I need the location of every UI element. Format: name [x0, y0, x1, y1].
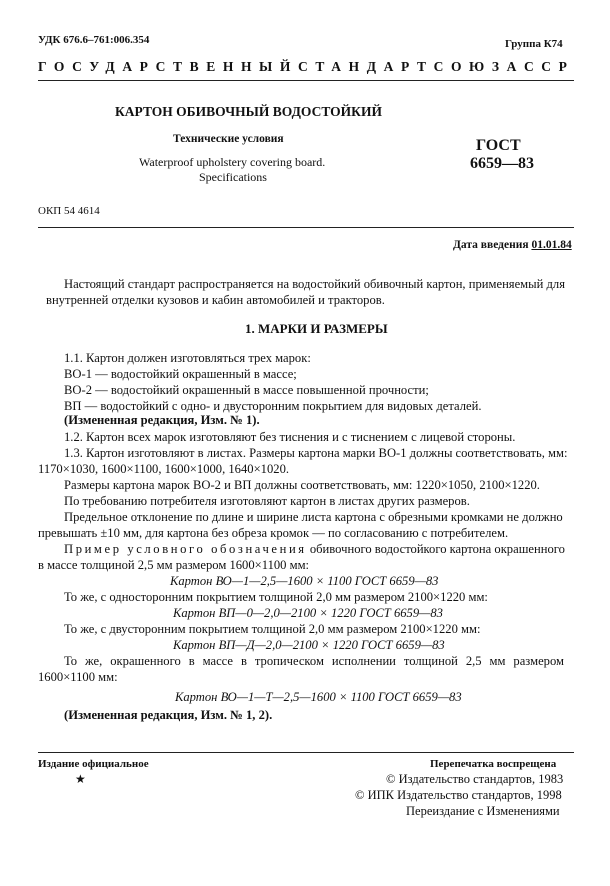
word: толщиной [403, 654, 458, 668]
introduction-date-value: 01.01.84 [531, 239, 572, 251]
word: в [188, 654, 195, 668]
preamble-line: внутренней отделки кузовов и кабин автомобилей и тракторов. [46, 293, 385, 307]
paragraph-line: 1170×1030, 1600×1100, 1600×1000, 1640×1020. [38, 462, 290, 476]
copyright-1983: © Издательство стандартов, 1983 [386, 772, 564, 786]
word: То [64, 654, 78, 668]
reprint-notice: Перепечатка воспрещена [430, 758, 557, 770]
paragraph-line: То же, с двусторонним покрытием толщиной 2,0 мм размером 2100×1220 мм: [64, 622, 481, 636]
justified-line [64, 653, 564, 669]
word: мм [489, 654, 506, 668]
english-title: Waterproof upholstery covering board. [139, 155, 326, 169]
state-standard-banner [38, 59, 574, 75]
word: тропическом [254, 654, 324, 668]
word: окрашенного [110, 654, 181, 668]
star-icon: ★ [75, 772, 86, 786]
banner-word: СОЮЗА [433, 59, 524, 74]
official-edition: Издание официальное [38, 758, 149, 770]
designation-example: Картон ВО—1—2,5—1600 × 1100 ГОСТ 6659—83 [170, 574, 439, 588]
gost-number: 6659—83 [470, 155, 534, 172]
banner-word: СТАНДАРТ [298, 59, 434, 74]
copyright-1998: © ИПК Издательство стандартов, 1998 [355, 788, 562, 802]
paragraph-line: По требованию потребителя изготовляют картон в листах других размеров. [64, 494, 470, 508]
designation-example: Картон ВП—0—2,0—2100 × 1220 ГОСТ 6659—83 [173, 606, 443, 620]
amendment-note: (Измененная редакция, Изм. № 1, 2). [64, 708, 273, 722]
designation-example: Картон ВП—Д—2,0—2100 × 1220 ГОСТ 6659—83 [173, 638, 445, 652]
title-rule [38, 227, 574, 228]
paragraph-line: ВО-2 — водостойкий окрашенный в массе повышенной прочности; [64, 383, 429, 397]
amendment-note: (Измененная редакция, Изм. № 1). [64, 413, 260, 427]
introduction-date [453, 239, 572, 251]
udc-code: УДК 676.6–761:006.354 [38, 34, 150, 46]
paragraph-line: 1.1. Картон должен изготовляться трех марок: [64, 351, 311, 365]
paragraph-line: 1600×1100 мм: [38, 670, 118, 684]
example-spaced-label: Пример условного обозначения [64, 542, 307, 556]
paragraph-line: ВО-1 — водостойкий окрашенный в массе; [64, 367, 297, 381]
paragraph-line: ВП — водостойкий с одно- и двусторонним покрытием для видовых деталей. [64, 399, 482, 413]
document-title: КАРТОН ОБИВОЧНЫЙ ВОДОСТОЙКИЙ [115, 104, 382, 119]
introduction-date-label: Дата введения [453, 239, 529, 251]
okp-code: ОКП 54 4614 [38, 205, 100, 217]
gost-label: ГОСТ [476, 137, 521, 154]
paragraph-line: Предельное отклонение по длине и ширине листа картона с обрезными кромками не должно [64, 510, 563, 524]
header-rule [38, 80, 574, 81]
footer-rule [38, 752, 574, 753]
designation-example: Картон ВО—1—Т—2,5—1600 × 1100 ГОСТ 6659—83 [175, 690, 462, 704]
preamble-line: Настоящий стандарт распространяется на водостойкий обивочный картон, применяемый для [64, 277, 565, 291]
word: исполнении [331, 654, 396, 668]
word: в [240, 654, 247, 668]
word: 2,5 [465, 654, 482, 668]
word: же, [85, 654, 103, 668]
example-heading-line [64, 541, 564, 557]
word: массе [202, 654, 234, 668]
section-heading: 1. МАРКИ И РАЗМЕРЫ [245, 321, 388, 336]
english-subtitle: Specifications [199, 170, 267, 184]
paragraph-line: 1.3. Картон изготовляют в листах. Размеры картона марки ВО-1 должны соответствовать, мм: [64, 446, 568, 460]
paragraph-line: Размеры картона марок ВО-2 и ВП должны соответствовать, мм: 1220×1050, 2100×1220. [64, 478, 540, 492]
banner-word: ГОСУДАРСТВЕННЫЙ [38, 59, 299, 74]
paragraph-line: 1.2. Картон всех марок изготовляют без тиснения и с тиснением с лицевой стороны. [64, 430, 516, 444]
paragraph-line: в массе толщиной 2,5 мм размером 1600×1100 мм: [38, 558, 310, 572]
reissue-note: Переиздание с Изменениями [406, 804, 560, 818]
word: размером [513, 654, 564, 668]
paragraph-line: То же, с односторонним покрытием толщиной 2,0 мм размером 2100×1220 мм: [64, 590, 488, 604]
document-subtitle: Технические условия [173, 133, 284, 145]
example-rest: обивочного водостойкого картона окрашенного [309, 542, 565, 556]
group-code: Группа К74 [505, 38, 563, 50]
paragraph-line: превышать ±10 мм, для картона без обреза кромок — по согласованию с потребителем. [38, 526, 509, 540]
banner-word: ССР [523, 59, 575, 74]
